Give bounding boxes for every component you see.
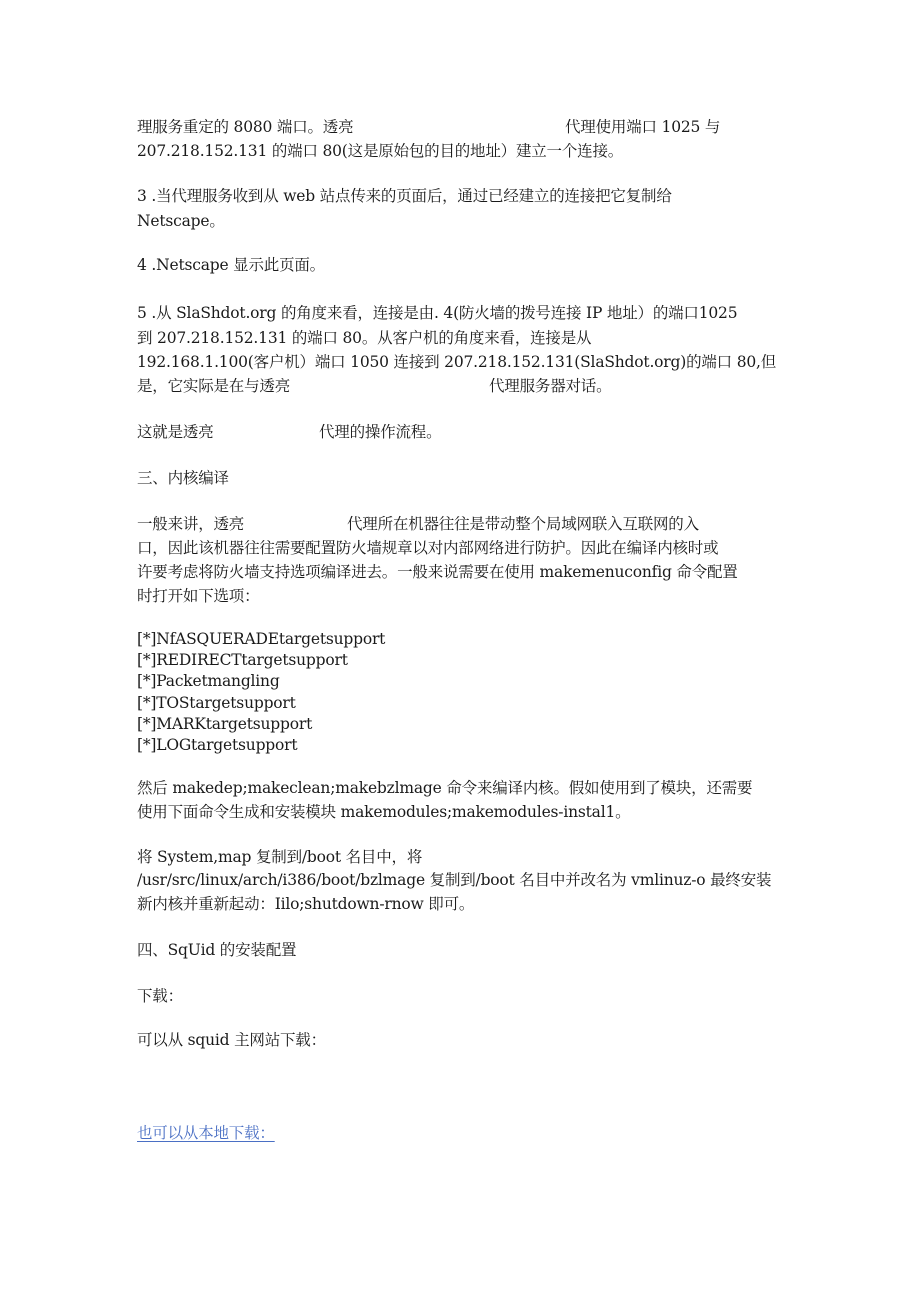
paragraph-line: 3 .当代理服务收到从 web 站点传来的页面后，通过已经建立的连接把它复制给 xyxy=(137,187,672,205)
text-segment: 一般来讲，透亮 xyxy=(137,515,245,533)
paragraph-line: 然后 makedep;makeclean;makebzlmage 命令来编译内核。假如使用到了模块，还需要 xyxy=(137,779,753,797)
paragraph-line: 192.168.1.100(客户机）端口 1050 连接到 207.218.152.131(SlaShdot.org)的端口 80,但 xyxy=(137,353,777,371)
config-option: [*]REDIRECTtargetsupport xyxy=(137,651,348,669)
config-option: [*]MARKtargetsupport xyxy=(137,715,313,733)
section-heading: 四、SqUid 的安装配置 xyxy=(137,941,297,959)
text-segment: 是，它实际是在与透亮 xyxy=(137,377,291,395)
paragraph-line: 4 .Netscape 显示此页面。 xyxy=(137,256,325,274)
section-heading: 三、内核编译 xyxy=(137,469,229,487)
paragraph-line: 使用下面命令生成和安装模块 makemodules;makemodules-instal1。 xyxy=(137,803,631,821)
download-label: 下载： xyxy=(137,987,183,1005)
config-option: [*]TOStargetsupport xyxy=(137,694,296,712)
text-segment: 代理所在机器往往是带动整个局域网联入互联网的入 xyxy=(347,515,699,533)
paragraph-line: 时打开如下选项： xyxy=(137,587,260,605)
paragraph-line xyxy=(137,116,720,138)
paragraph-line: 口，因此该机器往往需要配置防火墙规章以对内部网络进行防护。因此在编译内核时或 xyxy=(137,539,719,557)
config-option: [*]LOGtargetsupport xyxy=(137,736,298,754)
text-segment: 理服务重定的 8080 端口。透亮 xyxy=(137,118,354,136)
paragraph-line xyxy=(137,375,611,397)
text-segment: 这就是透亮 xyxy=(137,423,214,441)
paragraph-line: 将 System,map 复制到/boot 名目中，将 xyxy=(137,848,423,866)
local-download-link[interactable]: 也可以从本地下载： xyxy=(137,1124,275,1142)
text-segment: 代理服务器对话。 xyxy=(489,377,612,395)
paragraph-line: 207.218.152.131 的端口 80(这是原始包的目的地址）建立一个连接。 xyxy=(137,142,624,160)
paragraph-line: /usr/src/linux/arch/i386/boot/bzlmage 复制到/boot 名目中并改名为 vmlinuz-o 最终安装 xyxy=(137,871,772,889)
paragraph-line: 许要考虑将防火墙支持选项编译进去。一般来说需要在使用 makemenuconfig 命令配置 xyxy=(137,563,738,581)
download-main-text: 可以从 squid 主网站下载： xyxy=(137,1031,326,1049)
config-option: [*]Packetmangling xyxy=(137,672,280,690)
paragraph-line: 新内核并重新起动：Iilo;shutdown-rnow 即可。 xyxy=(137,895,475,913)
paragraph-line: 5 .从 SlaShdot.org 的角度来看，连接是由. 4(防火墙的拨号连接 IP 地址）的端口1025 xyxy=(137,304,738,322)
paragraph-line xyxy=(137,421,441,443)
config-option: [*]NfASQUERADEtargetsupport xyxy=(137,630,386,648)
text-segment: 代理使用端口 1025 与 xyxy=(565,118,721,136)
text-segment: 代理的操作流程。 xyxy=(319,423,442,441)
paragraph-line xyxy=(137,513,699,535)
paragraph-line: 到 207.218.152.131 的端口 80。从客户机的角度来看，连接是从 xyxy=(137,329,592,347)
paragraph-line: Netscape。 xyxy=(137,212,225,230)
